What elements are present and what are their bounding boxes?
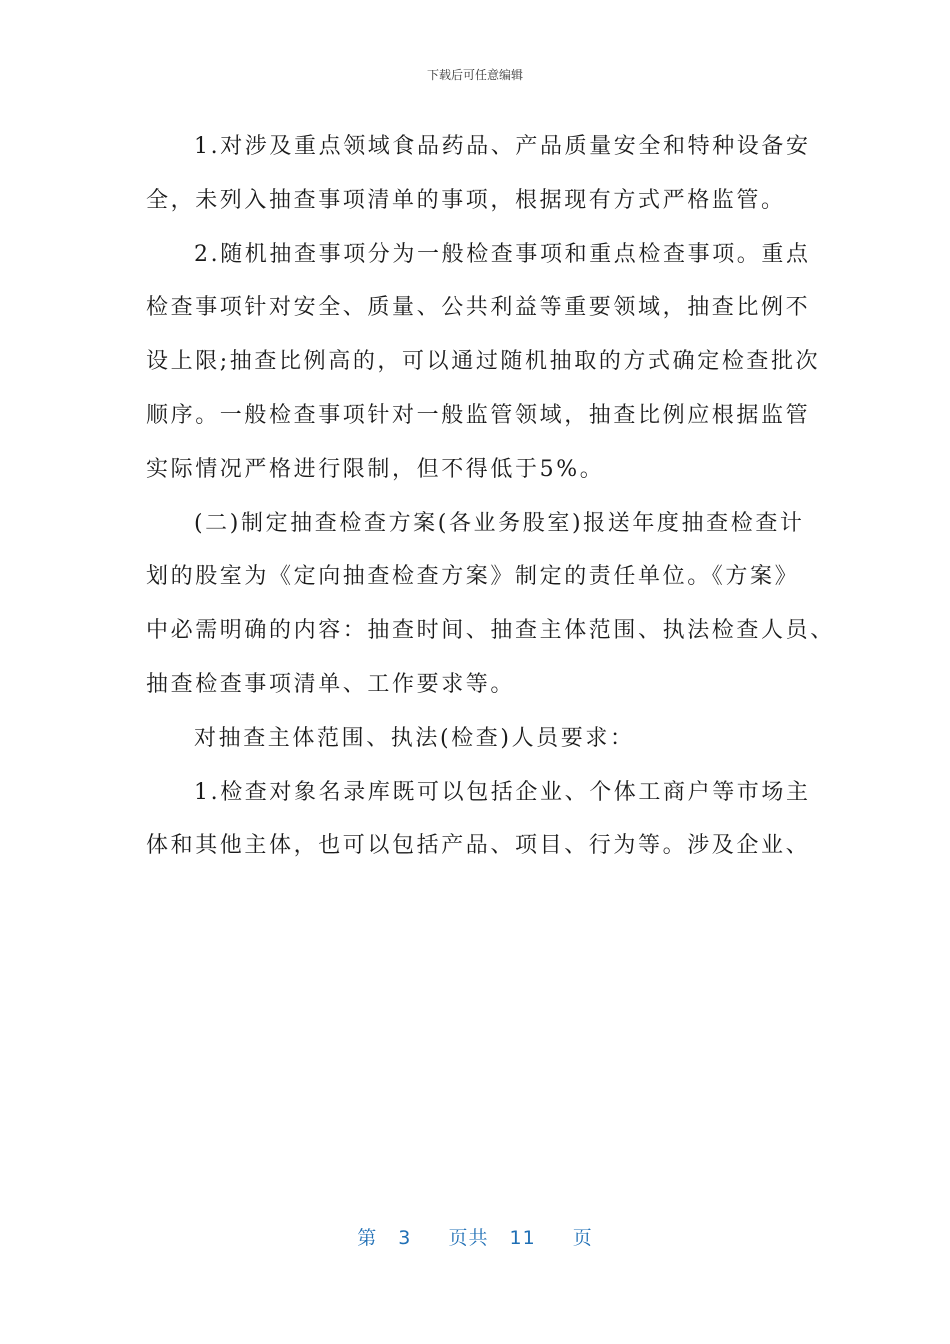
paragraph-2 [146, 228, 821, 497]
text-line: 设上限;抽查比例高的，可以通过随机抽取的方式确定检查批次 [146, 349, 821, 375]
paragraph-5 [146, 766, 816, 874]
text-line: 抽查检查事项清单、工作要求等。 [146, 671, 516, 697]
text-line: 中必需明确的内容：抽查时间、抽查主体范围、执法检查人员、 [146, 618, 835, 644]
text-line: 全，未列入抽查事项清单的事项，根据现有方式严格监管。 [146, 187, 786, 213]
text-line: 实际情况严格进行限制，但不得低于5%。 [146, 456, 605, 482]
total-page-count: 11 [509, 1227, 536, 1249]
paragraph-1 [146, 120, 816, 228]
text-line: 对抽查主体范围、执法(检查)人员要求： [194, 725, 635, 751]
page-footer [0, 1226, 950, 1250]
text-line: 1.对涉及重点领域食品药品、产品质量安全和特种设备安 [194, 134, 811, 159]
page-label-middle: 页共 [448, 1227, 489, 1249]
page-label-prefix: 第 [357, 1227, 378, 1249]
text-line: 1.检查对象名录库既可以包括企业、个体工商户等市场主 [194, 779, 811, 805]
current-page-number: 3 [398, 1227, 412, 1249]
page-label-suffix: 页 [572, 1227, 593, 1249]
paragraph-3 [146, 497, 835, 712]
page-header: 下载后可任意编辑 [426, 68, 523, 82]
text-line: (二)制定抽查检查方案(各业务股室)报送年度抽查检查计 [194, 510, 805, 536]
text-line: 顺序。一般检查事项针对一般监管领域，抽查比例应根据监管 [146, 402, 811, 428]
text-line: 检查事项针对安全、质量、公共利益等重要领域，抽查比例不 [146, 295, 811, 321]
document-body [146, 120, 835, 873]
text-line: 体和其他主体，也可以包括产品、项目、行为等。涉及企业、 [146, 833, 811, 859]
text-line: 2.随机抽查事项分为一般检查事项和重点检查事项。重点 [194, 241, 811, 267]
text-line: 划的股室为《定向抽查检查方案》制定的责任单位。《方案》 [146, 564, 800, 590]
paragraph-4 [146, 712, 816, 766]
